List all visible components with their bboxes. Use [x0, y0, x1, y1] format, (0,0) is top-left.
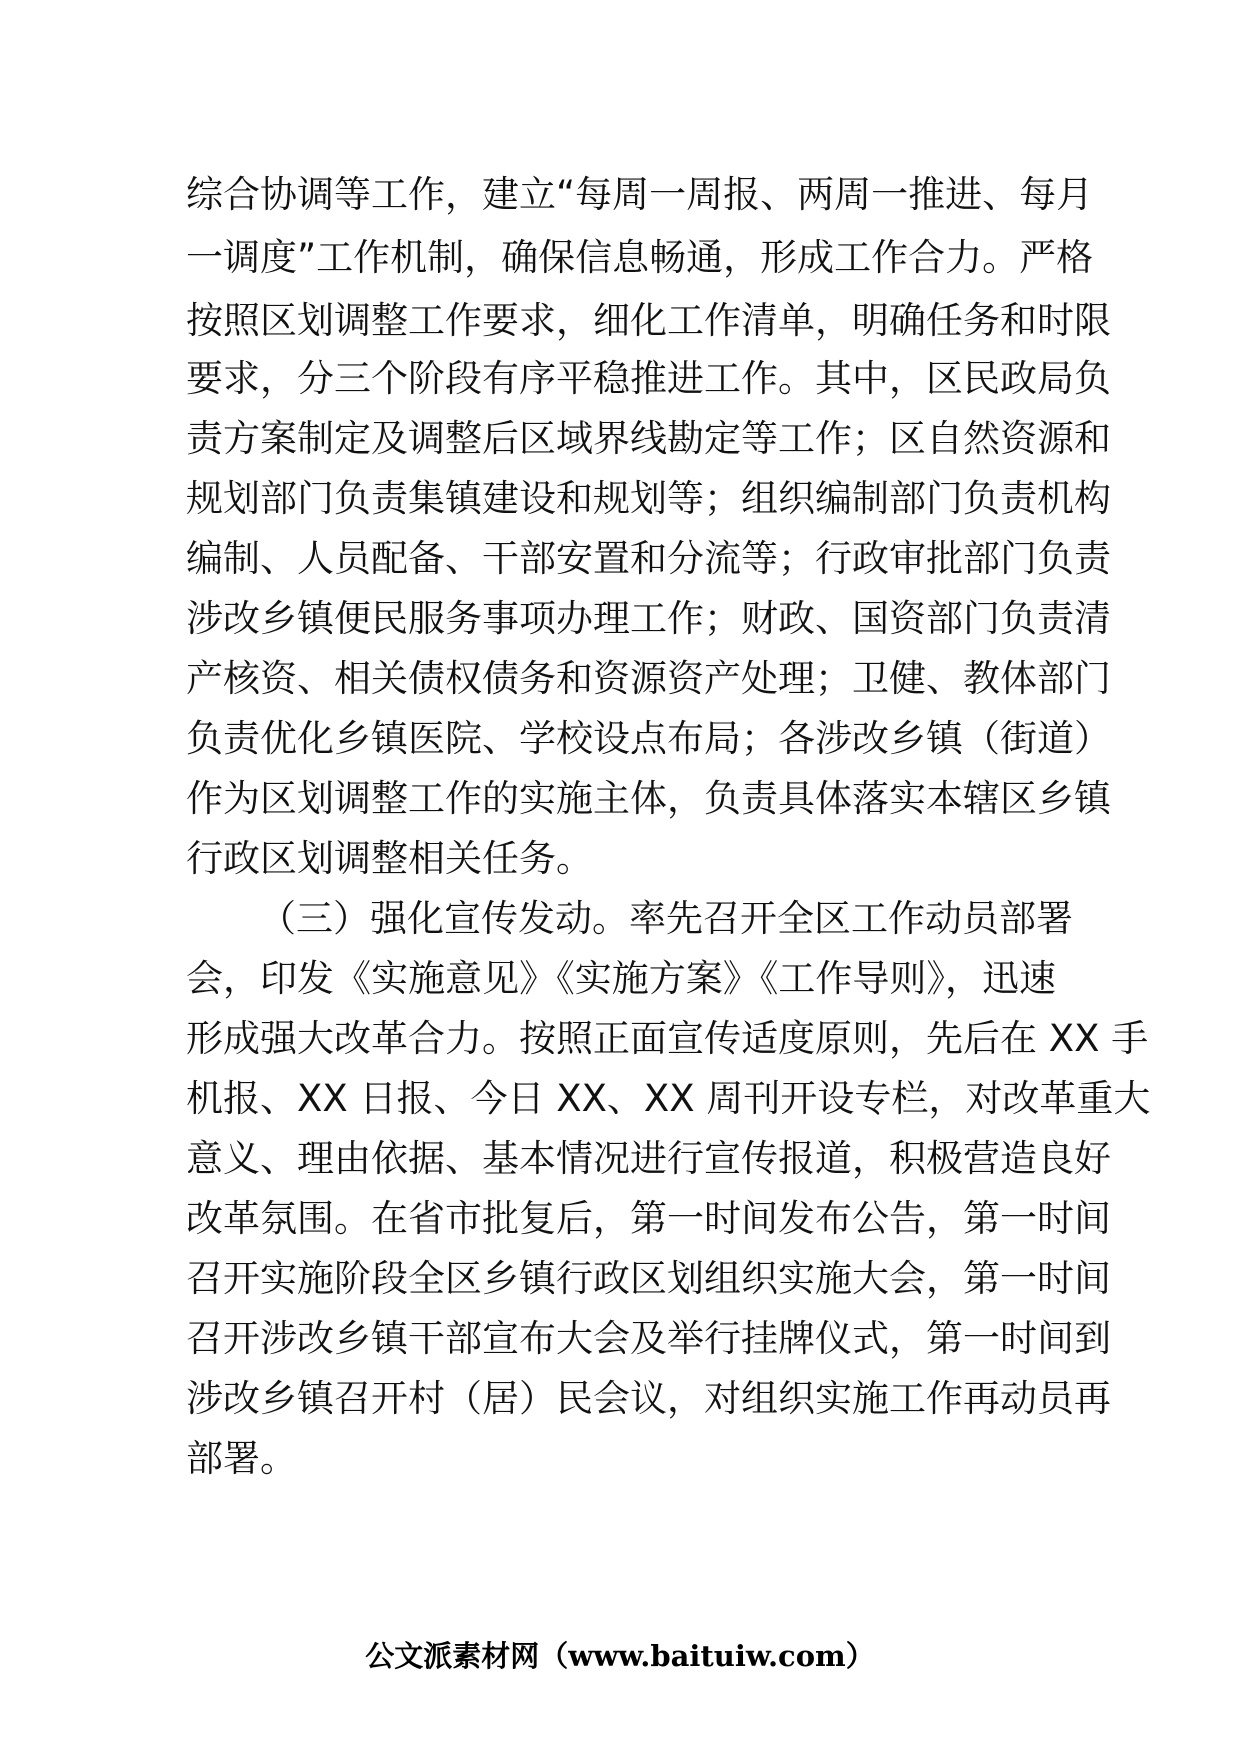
body-line-22: 部署。 [186, 1437, 297, 1480]
body-line-4: 要求，分三个阶段有序平稳推进工作。其中，区民政局负 [186, 357, 1111, 400]
body-line-12: 行政区划调整相关任务。 [186, 837, 593, 880]
footer-watermark: 公文派素材网（www.baituiw.com） [365, 1639, 875, 1673]
body-line-7: 编制、人员配备、干部安置和分流等；行政审批部门负责 [186, 537, 1111, 580]
body-line-14: 会，印发《实施意见》《实施方案》《工作导则》，迅速 [186, 957, 1056, 1000]
body-line-18: 改革氛围。在省市批复后，第一时间发布公告，第一时间 [186, 1197, 1111, 1240]
body-line-19: 召开实施阶段全区乡镇行政区划组织实施大会，第一时间 [186, 1257, 1111, 1300]
body-line-1: 综合协调等工作，建立“每周一周报、两周一推进、每月 [186, 173, 1094, 216]
body-line-2: 一调度”工作机制，确保信息畅通，形成工作合力。严格 [186, 236, 1094, 279]
body-line-3: 按照区划调整工作要求，细化工作清单，明确任务和时限 [186, 299, 1111, 342]
body-line-11: 作为区划调整工作的实施主体，负责具体落实本辖区乡镇 [186, 777, 1111, 820]
body-line-8: 涉改乡镇便民服务事项办理工作；财政、国资部门负责清 [186, 597, 1111, 640]
body-line-15: 形成强大改革合力。按照正面宣传适度原则，先后在 XX 手 [186, 1017, 1149, 1060]
body-line-9: 产核资、相关债权债务和资源资产处理；卫健、教体部门 [186, 657, 1111, 700]
body-line-20: 召开涉改乡镇干部宣布大会及举行挂牌仪式，第一时间到 [186, 1317, 1111, 1360]
body-line-5: 责方案制定及调整后区域界线勘定等工作；区自然资源和 [186, 417, 1111, 460]
body-line-16: 机报、XX 日报、今日 XX、XX 周刊开设专栏，对改革重大 [186, 1077, 1151, 1120]
body-line-21: 涉改乡镇召开村（居）民会议，对组织实施工作再动员再 [186, 1377, 1111, 1420]
body-line-6: 规划部门负责集镇建设和规划等；组织编制部门负责机构 [186, 477, 1111, 520]
body-line-10: 负责优化乡镇医院、学校设点布局；各涉改乡镇（街道） [186, 717, 1111, 760]
body-line-17: 意义、理由依据、基本情况进行宣传报道，积极营造良好 [186, 1137, 1111, 1180]
section-heading-line: （三）强化宣传发动。率先召开全区工作动员部署 [259, 897, 1073, 940]
